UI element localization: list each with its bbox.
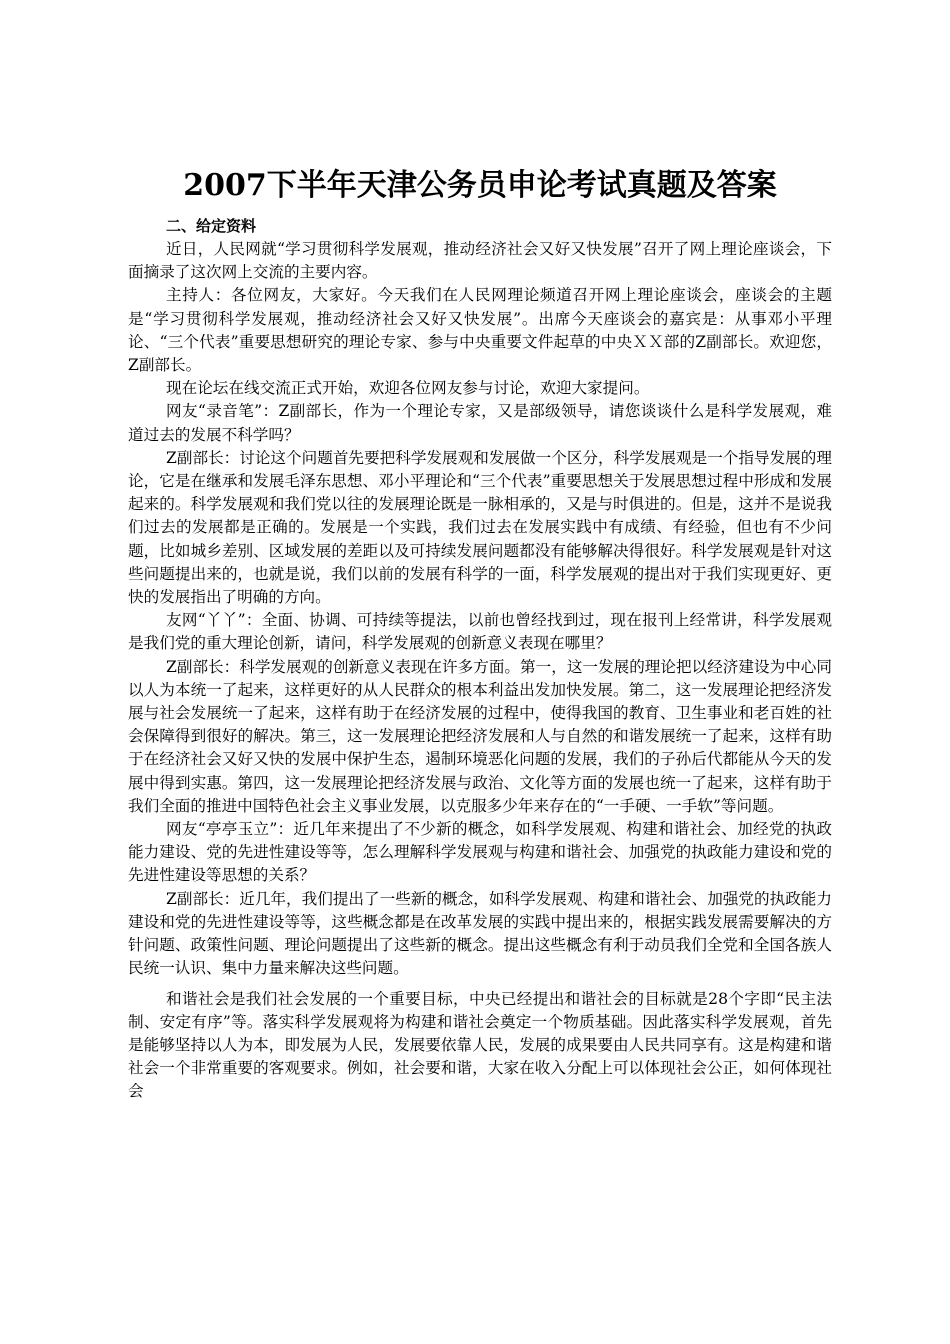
paragraph-host-opening: 主持人：各位网友，大家好。今天我们在人民网理论频道召开网上理论座谈会，座谈会的主题是“学习贯彻科学发展观，推动经济社会又好又快发展”。出席今天座谈会的嘉宾是：从事邓小平理论、“三个代表”重要思想研究的理论专家、参与中央重要文件起草的中央ＸＸ部的Z副部长。欢迎您，Z副部长。 xyxy=(128,286,832,375)
document-title: 2007下半年天津公务员申论考试真题及答案 xyxy=(183,168,777,203)
paragraph-question-2: 友网“丫丫”：全面、协调、可持续等提法，以前也曾经找到过，现在报刊上经常讲，科学发展观是我们党的重大理论创新，请问，科学发展观的创新意义表现在哪里？ xyxy=(128,611,832,653)
paragraph-question-1: 网友“录音笔”：Z副部长，作为一个理论专家，又是部级领导，请您谈谈什么是科学发展观，难道过去的发展不科学吗？ xyxy=(128,402,832,444)
paragraph-answer-1: Z副部长：讨论这个问题首先要把科学发展观和发展做一个区分，科学发展观是一个指导发展的理论，它是在继承和发展毛泽东思想、邓小平理论和“三个代表”重要思想关于发展思想过程中形成和发展起来的。科学发展观和我们党以往的发展理论既是一脉相承的，又是与时俱进的。但是，这并不是说我们过去的发展都是正确的。发展是一个实践，我们过去在发展实践中有成绩、有经验，但也有不少问题，比如城乡差别、区域发展的差距以及可持续发展问题都没有能够解决得很好。科学发展观是针对这些问题提出来的，也就是说，我们以前的发展有科学的一面，科学发展观的提出对于我们实现更好、更快的发展指出了明确的方向。 xyxy=(128,448,832,607)
paragraph-harmonious-society: 和谐社会是我们社会发展的一个重要目标，中央已经提出和谐社会的目标就是28个字即“民主法制、安定有序”等。落实科学发展观将为构建和谐社会奠定一个物质基础。因此落实科学发展观，首先是能够坚持以人为本，即发展为人民，发展要依靠人民，发展的成果要由人民共同享有。这是构建和谐社会一个非常重要的客观要求。例如，社会要和谐，大家在收入分配上可以体现社会公正，如何体现社会 xyxy=(128,989,832,1101)
paragraph-question-3: 网友“亭亭玉立”：近几年来提出了不少新的概念，如科学发展观、构建和谐社会、加经党的执政能力建设、党的先进性建设等等，怎么理解科学发展观与构建和谐社会、加强党的执政能力建设和党的先进性建设等思想的关系？ xyxy=(128,820,832,885)
paragraph-intro: 近日，人民网就“学习贯彻科学发展观，推动经济社会又好又快发展”召开了网上理论座谈会，下面摘录了这次网上交流的主要内容。 xyxy=(128,240,832,282)
paragraph-answer-3: Z副部长：近几年，我们提出了一些新的概念，如科学发展观、构建和谐社会、加强党的执政能力建设和党的先进性建设等等，这些概念都是在改革发展的实践中提出来的，根据实践发展需要解决的方针问题、政策性问题、理论问题提出了这些新的概念。提出这些概念有利于动员我们全党和全国各族人民统一认识、集中力量来解决这些问题。 xyxy=(128,889,832,978)
paragraph-answer-2: Z副部长：科学发展观的创新意义表现在许多方面。第一，这一发展的理论把以经济建设为中心同以人为本统一了起来，这样更好的从人民群众的根本利益出发加快发展。第二，这一发展理论把经济发展与社会发展统一了起来，这样有助于在经济发展的过程中，使得我国的教育、卫生事业和老百姓的社会保障得到很好的解决。第三，这一发展理论把经济发展和人与自然的和谐发展统一了起来，这样有助于在经济社会又好又快的发展中保护生态，遏制环境恶化问题的发展，我们的子孙后代都能从今天的发展中得到实惠。第四，这一发展理论把经济发展与政治、文化等方面的发展也统一了起来，这样有助于我们全面的推进中国特色社会主义事业发展，以克服多少年来存在的“一手硬、一手软”等问题。 xyxy=(128,657,832,815)
document-body xyxy=(128,166,832,1104)
paragraph-forum-start: 现在论坛在线交流正式开始，欢迎各位网友参与讨论，欢迎大家提问。 xyxy=(166,379,650,398)
section-heading: 二、给定资料 xyxy=(166,217,257,235)
